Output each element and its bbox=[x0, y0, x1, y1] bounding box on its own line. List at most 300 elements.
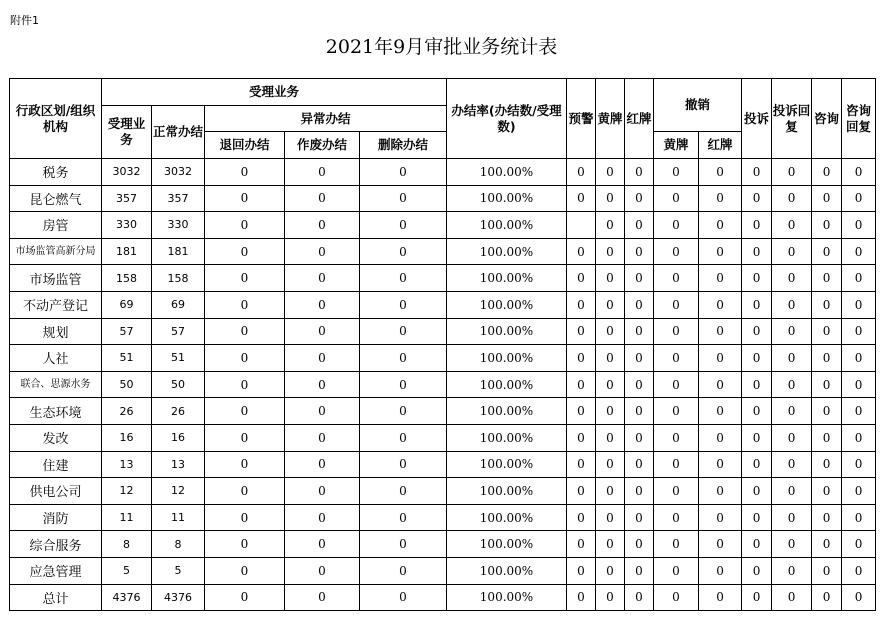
cell-complaint-reply: 0 bbox=[772, 371, 812, 398]
cell-yellow: 0 bbox=[596, 584, 625, 611]
cell-red: 0 bbox=[625, 451, 654, 478]
cell-voided: 0 bbox=[285, 212, 360, 239]
cell-revoke-yellow: 0 bbox=[654, 504, 699, 531]
cell-consult-reply: 0 bbox=[842, 371, 876, 398]
cell-returned: 0 bbox=[205, 291, 285, 318]
cell-consult: 0 bbox=[812, 424, 842, 451]
cell-normal: 16 bbox=[152, 424, 205, 451]
cell-normal: 26 bbox=[152, 398, 205, 425]
cell-deleted: 0 bbox=[360, 318, 447, 345]
cell-consult: 0 bbox=[812, 212, 842, 239]
cell-deleted: 0 bbox=[360, 185, 447, 212]
cell-normal: 57 bbox=[152, 318, 205, 345]
cell-revoke-yellow: 0 bbox=[654, 212, 699, 239]
cell-revoke-yellow: 0 bbox=[654, 557, 699, 584]
cell-accepted: 3032 bbox=[102, 159, 152, 186]
cell-warning bbox=[567, 212, 596, 239]
cell-revoke-yellow: 0 bbox=[654, 424, 699, 451]
cell-consult: 0 bbox=[812, 584, 842, 611]
cell-warning: 0 bbox=[567, 451, 596, 478]
cell-revoke-yellow: 0 bbox=[654, 371, 699, 398]
table-row bbox=[10, 504, 876, 531]
cell-consult-reply: 0 bbox=[842, 265, 876, 292]
cell-returned: 0 bbox=[205, 451, 285, 478]
cell-complaint-reply: 0 bbox=[772, 478, 812, 505]
cell-revoke-red: 0 bbox=[699, 212, 742, 239]
cell-complaint-reply: 0 bbox=[772, 345, 812, 372]
table-row bbox=[10, 159, 876, 186]
cell-org: 市场监管 bbox=[10, 265, 102, 292]
cell-revoke-yellow: 0 bbox=[654, 345, 699, 372]
table-row bbox=[10, 424, 876, 451]
table-row bbox=[10, 371, 876, 398]
cell-accepted: 4376 bbox=[102, 584, 152, 611]
cell-deleted: 0 bbox=[360, 291, 447, 318]
cell-voided: 0 bbox=[285, 265, 360, 292]
cell-yellow: 0 bbox=[596, 398, 625, 425]
cell-deleted: 0 bbox=[360, 584, 447, 611]
cell-voided: 0 bbox=[285, 557, 360, 584]
cell-warning: 0 bbox=[567, 185, 596, 212]
cell-red: 0 bbox=[625, 398, 654, 425]
cell-voided: 0 bbox=[285, 185, 360, 212]
cell-warning: 0 bbox=[567, 424, 596, 451]
cell-accepted: 330 bbox=[102, 212, 152, 239]
cell-revoke-yellow: 0 bbox=[654, 185, 699, 212]
cell-deleted: 0 bbox=[360, 345, 447, 372]
table-body bbox=[10, 159, 876, 611]
cell-deleted: 0 bbox=[360, 238, 447, 265]
cell-org: 供电公司 bbox=[10, 478, 102, 505]
cell-revoke-yellow: 0 bbox=[654, 584, 699, 611]
cell-org: 联合、思源水务 bbox=[10, 371, 102, 398]
cell-complaint-reply: 0 bbox=[772, 291, 812, 318]
cell-revoke-red: 0 bbox=[699, 371, 742, 398]
cell-returned: 0 bbox=[205, 531, 285, 558]
cell-yellow: 0 bbox=[596, 531, 625, 558]
cell-returned: 0 bbox=[205, 398, 285, 425]
cell-complaint-reply: 0 bbox=[772, 451, 812, 478]
cell-consult: 0 bbox=[812, 478, 842, 505]
cell-consult-reply: 0 bbox=[842, 185, 876, 212]
cell-rate: 100.00% bbox=[447, 185, 567, 212]
cell-rate: 100.00% bbox=[447, 424, 567, 451]
cell-rate: 100.00% bbox=[447, 238, 567, 265]
cell-accepted: 57 bbox=[102, 318, 152, 345]
cell-revoke-red: 0 bbox=[699, 265, 742, 292]
cell-complaint: 0 bbox=[742, 531, 772, 558]
table-row bbox=[10, 398, 876, 425]
cell-org: 规划 bbox=[10, 318, 102, 345]
cell-normal: 12 bbox=[152, 478, 205, 505]
cell-voided: 0 bbox=[285, 451, 360, 478]
cell-consult-reply: 0 bbox=[842, 291, 876, 318]
cell-complaint-reply: 0 bbox=[772, 424, 812, 451]
attachment-label: 附件1 bbox=[10, 14, 39, 27]
cell-consult: 0 bbox=[812, 504, 842, 531]
cell-red: 0 bbox=[625, 371, 654, 398]
cell-accepted: 8 bbox=[102, 531, 152, 558]
cell-rate: 100.00% bbox=[447, 451, 567, 478]
cell-accepted: 69 bbox=[102, 291, 152, 318]
cell-rate: 100.00% bbox=[447, 504, 567, 531]
cell-returned: 0 bbox=[205, 478, 285, 505]
header-deleted: 删除办结 bbox=[360, 132, 447, 159]
header-revoke-red: 红牌 bbox=[699, 132, 742, 159]
cell-org: 总计 bbox=[10, 584, 102, 611]
cell-consult: 0 bbox=[812, 265, 842, 292]
cell-yellow: 0 bbox=[596, 504, 625, 531]
cell-deleted: 0 bbox=[360, 557, 447, 584]
cell-rate: 100.00% bbox=[447, 265, 567, 292]
cell-voided: 0 bbox=[285, 478, 360, 505]
cell-red: 0 bbox=[625, 212, 654, 239]
header-revoke-yellow: 黄牌 bbox=[654, 132, 699, 159]
cell-voided: 0 bbox=[285, 291, 360, 318]
cell-revoke-yellow: 0 bbox=[654, 451, 699, 478]
cell-consult-reply: 0 bbox=[842, 318, 876, 345]
cell-complaint: 0 bbox=[742, 318, 772, 345]
cell-complaint: 0 bbox=[742, 345, 772, 372]
cell-consult-reply: 0 bbox=[842, 451, 876, 478]
cell-deleted: 0 bbox=[360, 478, 447, 505]
cell-returned: 0 bbox=[205, 238, 285, 265]
cell-accepted: 13 bbox=[102, 451, 152, 478]
header-accepted-group: 受理业务 bbox=[102, 79, 447, 106]
cell-org: 生态环境 bbox=[10, 398, 102, 425]
cell-deleted: 0 bbox=[360, 451, 447, 478]
cell-returned: 0 bbox=[205, 557, 285, 584]
cell-yellow: 0 bbox=[596, 318, 625, 345]
cell-accepted: 357 bbox=[102, 185, 152, 212]
cell-org: 房管 bbox=[10, 212, 102, 239]
table-row bbox=[10, 451, 876, 478]
cell-warning: 0 bbox=[567, 557, 596, 584]
header-voided: 作废办结 bbox=[285, 132, 360, 159]
cell-deleted: 0 bbox=[360, 265, 447, 292]
table-row bbox=[10, 557, 876, 584]
cell-complaint: 0 bbox=[742, 291, 772, 318]
cell-normal: 181 bbox=[152, 238, 205, 265]
cell-complaint-reply: 0 bbox=[772, 159, 812, 186]
cell-revoke-yellow: 0 bbox=[654, 238, 699, 265]
cell-rate: 100.00% bbox=[447, 478, 567, 505]
cell-yellow: 0 bbox=[596, 185, 625, 212]
cell-rate: 100.00% bbox=[447, 584, 567, 611]
cell-normal: 5 bbox=[152, 557, 205, 584]
cell-revoke-yellow: 0 bbox=[654, 531, 699, 558]
cell-voided: 0 bbox=[285, 504, 360, 531]
table-row bbox=[10, 291, 876, 318]
header-normal: 正常办结 bbox=[152, 106, 205, 159]
cell-warning: 0 bbox=[567, 371, 596, 398]
cell-revoke-yellow: 0 bbox=[654, 265, 699, 292]
cell-red: 0 bbox=[625, 531, 654, 558]
cell-voided: 0 bbox=[285, 159, 360, 186]
cell-revoke-red: 0 bbox=[699, 531, 742, 558]
table-row bbox=[10, 584, 876, 611]
cell-rate: 100.00% bbox=[447, 398, 567, 425]
header-accepted: 受理业务 bbox=[102, 106, 152, 159]
cell-normal: 50 bbox=[152, 371, 205, 398]
cell-complaint: 0 bbox=[742, 212, 772, 239]
cell-returned: 0 bbox=[205, 504, 285, 531]
cell-deleted: 0 bbox=[360, 504, 447, 531]
cell-returned: 0 bbox=[205, 159, 285, 186]
cell-red: 0 bbox=[625, 159, 654, 186]
cell-yellow: 0 bbox=[596, 238, 625, 265]
cell-deleted: 0 bbox=[360, 371, 447, 398]
cell-warning: 0 bbox=[567, 159, 596, 186]
cell-yellow: 0 bbox=[596, 557, 625, 584]
header-red-card: 红牌 bbox=[625, 79, 654, 159]
cell-deleted: 0 bbox=[360, 212, 447, 239]
table-row bbox=[10, 238, 876, 265]
cell-rate: 100.00% bbox=[447, 318, 567, 345]
table-row bbox=[10, 345, 876, 372]
cell-complaint: 0 bbox=[742, 238, 772, 265]
cell-org: 发改 bbox=[10, 424, 102, 451]
cell-yellow: 0 bbox=[596, 478, 625, 505]
cell-revoke-red: 0 bbox=[699, 504, 742, 531]
cell-org: 市场监管高新分局 bbox=[10, 238, 102, 265]
cell-complaint: 0 bbox=[742, 371, 772, 398]
table-row bbox=[10, 265, 876, 292]
cell-red: 0 bbox=[625, 478, 654, 505]
cell-returned: 0 bbox=[205, 371, 285, 398]
table-row bbox=[10, 531, 876, 558]
cell-complaint: 0 bbox=[742, 584, 772, 611]
cell-returned: 0 bbox=[205, 424, 285, 451]
cell-voided: 0 bbox=[285, 238, 360, 265]
cell-warning: 0 bbox=[567, 291, 596, 318]
header-complaint: 投诉 bbox=[742, 79, 772, 159]
header-warning: 预警 bbox=[567, 79, 596, 159]
cell-rate: 100.00% bbox=[447, 291, 567, 318]
cell-returned: 0 bbox=[205, 185, 285, 212]
cell-rate: 100.00% bbox=[447, 345, 567, 372]
cell-revoke-red: 0 bbox=[699, 478, 742, 505]
cell-rate: 100.00% bbox=[447, 531, 567, 558]
cell-complaint: 0 bbox=[742, 451, 772, 478]
cell-consult: 0 bbox=[812, 159, 842, 186]
cell-consult-reply: 0 bbox=[842, 478, 876, 505]
cell-red: 0 bbox=[625, 185, 654, 212]
cell-revoke-red: 0 bbox=[699, 291, 742, 318]
cell-revoke-red: 0 bbox=[699, 238, 742, 265]
cell-complaint-reply: 0 bbox=[772, 185, 812, 212]
cell-revoke-red: 0 bbox=[699, 159, 742, 186]
cell-voided: 0 bbox=[285, 398, 360, 425]
cell-warning: 0 bbox=[567, 318, 596, 345]
cell-normal: 3032 bbox=[152, 159, 205, 186]
cell-org: 综合服务 bbox=[10, 531, 102, 558]
cell-yellow: 0 bbox=[596, 451, 625, 478]
cell-voided: 0 bbox=[285, 424, 360, 451]
cell-revoke-yellow: 0 bbox=[654, 398, 699, 425]
cell-complaint: 0 bbox=[742, 159, 772, 186]
cell-yellow: 0 bbox=[596, 424, 625, 451]
header-complaint-reply: 投诉回复 bbox=[772, 79, 812, 159]
cell-revoke-yellow: 0 bbox=[654, 291, 699, 318]
cell-normal: 158 bbox=[152, 265, 205, 292]
cell-accepted: 51 bbox=[102, 345, 152, 372]
cell-rate: 100.00% bbox=[447, 557, 567, 584]
cell-consult-reply: 0 bbox=[842, 398, 876, 425]
header-returned: 退回办结 bbox=[205, 132, 285, 159]
cell-deleted: 0 bbox=[360, 159, 447, 186]
cell-consult-reply: 0 bbox=[842, 159, 876, 186]
cell-consult-reply: 0 bbox=[842, 212, 876, 239]
cell-org: 不动产登记 bbox=[10, 291, 102, 318]
cell-deleted: 0 bbox=[360, 424, 447, 451]
cell-normal: 330 bbox=[152, 212, 205, 239]
cell-complaint: 0 bbox=[742, 478, 772, 505]
cell-complaint: 0 bbox=[742, 185, 772, 212]
cell-returned: 0 bbox=[205, 265, 285, 292]
cell-red: 0 bbox=[625, 238, 654, 265]
cell-revoke-red: 0 bbox=[699, 398, 742, 425]
cell-consult: 0 bbox=[812, 345, 842, 372]
cell-consult: 0 bbox=[812, 291, 842, 318]
cell-revoke-yellow: 0 bbox=[654, 318, 699, 345]
cell-revoke-red: 0 bbox=[699, 424, 742, 451]
cell-complaint: 0 bbox=[742, 557, 772, 584]
cell-yellow: 0 bbox=[596, 345, 625, 372]
cell-returned: 0 bbox=[205, 584, 285, 611]
cell-voided: 0 bbox=[285, 371, 360, 398]
cell-complaint: 0 bbox=[742, 424, 772, 451]
cell-accepted: 16 bbox=[102, 424, 152, 451]
cell-warning: 0 bbox=[567, 345, 596, 372]
cell-org: 人社 bbox=[10, 345, 102, 372]
cell-complaint-reply: 0 bbox=[772, 531, 812, 558]
cell-warning: 0 bbox=[567, 504, 596, 531]
cell-red: 0 bbox=[625, 318, 654, 345]
cell-complaint: 0 bbox=[742, 398, 772, 425]
cell-complaint-reply: 0 bbox=[772, 318, 812, 345]
cell-complaint-reply: 0 bbox=[772, 265, 812, 292]
cell-normal: 4376 bbox=[152, 584, 205, 611]
cell-consult: 0 bbox=[812, 557, 842, 584]
cell-complaint-reply: 0 bbox=[772, 584, 812, 611]
cell-org: 应急管理 bbox=[10, 557, 102, 584]
page-title: 2021年9月审批业务统计表 bbox=[325, 36, 558, 58]
header-yellow-card: 黄牌 bbox=[596, 79, 625, 159]
cell-org: 税务 bbox=[10, 159, 102, 186]
cell-voided: 0 bbox=[285, 318, 360, 345]
cell-consult-reply: 0 bbox=[842, 504, 876, 531]
approval-stats-table bbox=[9, 78, 876, 611]
cell-org: 昆仑燃气 bbox=[10, 185, 102, 212]
cell-normal: 51 bbox=[152, 345, 205, 372]
cell-revoke-red: 0 bbox=[699, 185, 742, 212]
cell-accepted: 158 bbox=[102, 265, 152, 292]
cell-complaint: 0 bbox=[742, 265, 772, 292]
cell-normal: 13 bbox=[152, 451, 205, 478]
cell-consult: 0 bbox=[812, 531, 842, 558]
cell-complaint-reply: 0 bbox=[772, 398, 812, 425]
cell-normal: 11 bbox=[152, 504, 205, 531]
cell-accepted: 50 bbox=[102, 371, 152, 398]
cell-warning: 0 bbox=[567, 265, 596, 292]
cell-deleted: 0 bbox=[360, 398, 447, 425]
table-row bbox=[10, 185, 876, 212]
cell-rate: 100.00% bbox=[447, 212, 567, 239]
header-abnormal-group: 异常办结 bbox=[205, 106, 447, 132]
cell-revoke-red: 0 bbox=[699, 451, 742, 478]
cell-yellow: 0 bbox=[596, 212, 625, 239]
cell-yellow: 0 bbox=[596, 265, 625, 292]
cell-accepted: 11 bbox=[102, 504, 152, 531]
cell-voided: 0 bbox=[285, 531, 360, 558]
cell-rate: 100.00% bbox=[447, 159, 567, 186]
cell-voided: 0 bbox=[285, 584, 360, 611]
cell-complaint-reply: 0 bbox=[772, 238, 812, 265]
cell-org: 住建 bbox=[10, 451, 102, 478]
cell-yellow: 0 bbox=[596, 371, 625, 398]
cell-red: 0 bbox=[625, 504, 654, 531]
cell-accepted: 12 bbox=[102, 478, 152, 505]
cell-deleted: 0 bbox=[360, 531, 447, 558]
table-row bbox=[10, 212, 876, 239]
cell-warning: 0 bbox=[567, 478, 596, 505]
cell-revoke-red: 0 bbox=[699, 345, 742, 372]
cell-warning: 0 bbox=[567, 531, 596, 558]
cell-normal: 8 bbox=[152, 531, 205, 558]
header-rate: 办结率(办结数/受理数) bbox=[447, 79, 567, 159]
header-consult-reply: 咨询回复 bbox=[842, 79, 876, 159]
table-row bbox=[10, 318, 876, 345]
cell-complaint-reply: 0 bbox=[772, 504, 812, 531]
cell-red: 0 bbox=[625, 584, 654, 611]
cell-normal: 69 bbox=[152, 291, 205, 318]
cell-voided: 0 bbox=[285, 345, 360, 372]
cell-accepted: 181 bbox=[102, 238, 152, 265]
cell-yellow: 0 bbox=[596, 291, 625, 318]
cell-warning: 0 bbox=[567, 238, 596, 265]
cell-red: 0 bbox=[625, 557, 654, 584]
cell-revoke-red: 0 bbox=[699, 318, 742, 345]
cell-complaint-reply: 0 bbox=[772, 212, 812, 239]
cell-accepted: 5 bbox=[102, 557, 152, 584]
cell-revoke-yellow: 0 bbox=[654, 159, 699, 186]
header-revoke-group: 撤销 bbox=[654, 79, 742, 132]
cell-consult-reply: 0 bbox=[842, 531, 876, 558]
cell-returned: 0 bbox=[205, 212, 285, 239]
cell-yellow: 0 bbox=[596, 159, 625, 186]
cell-red: 0 bbox=[625, 291, 654, 318]
cell-red: 0 bbox=[625, 345, 654, 372]
cell-red: 0 bbox=[625, 424, 654, 451]
cell-accepted: 26 bbox=[102, 398, 152, 425]
cell-consult-reply: 0 bbox=[842, 345, 876, 372]
cell-org: 消防 bbox=[10, 504, 102, 531]
cell-returned: 0 bbox=[205, 318, 285, 345]
cell-normal: 357 bbox=[152, 185, 205, 212]
cell-consult: 0 bbox=[812, 398, 842, 425]
cell-consult: 0 bbox=[812, 371, 842, 398]
cell-consult-reply: 0 bbox=[842, 238, 876, 265]
cell-warning: 0 bbox=[567, 398, 596, 425]
cell-returned: 0 bbox=[205, 345, 285, 372]
cell-consult: 0 bbox=[812, 238, 842, 265]
cell-consult-reply: 0 bbox=[842, 584, 876, 611]
cell-consult: 0 bbox=[812, 451, 842, 478]
cell-complaint-reply: 0 bbox=[772, 557, 812, 584]
cell-consult-reply: 0 bbox=[842, 557, 876, 584]
cell-consult: 0 bbox=[812, 185, 842, 212]
